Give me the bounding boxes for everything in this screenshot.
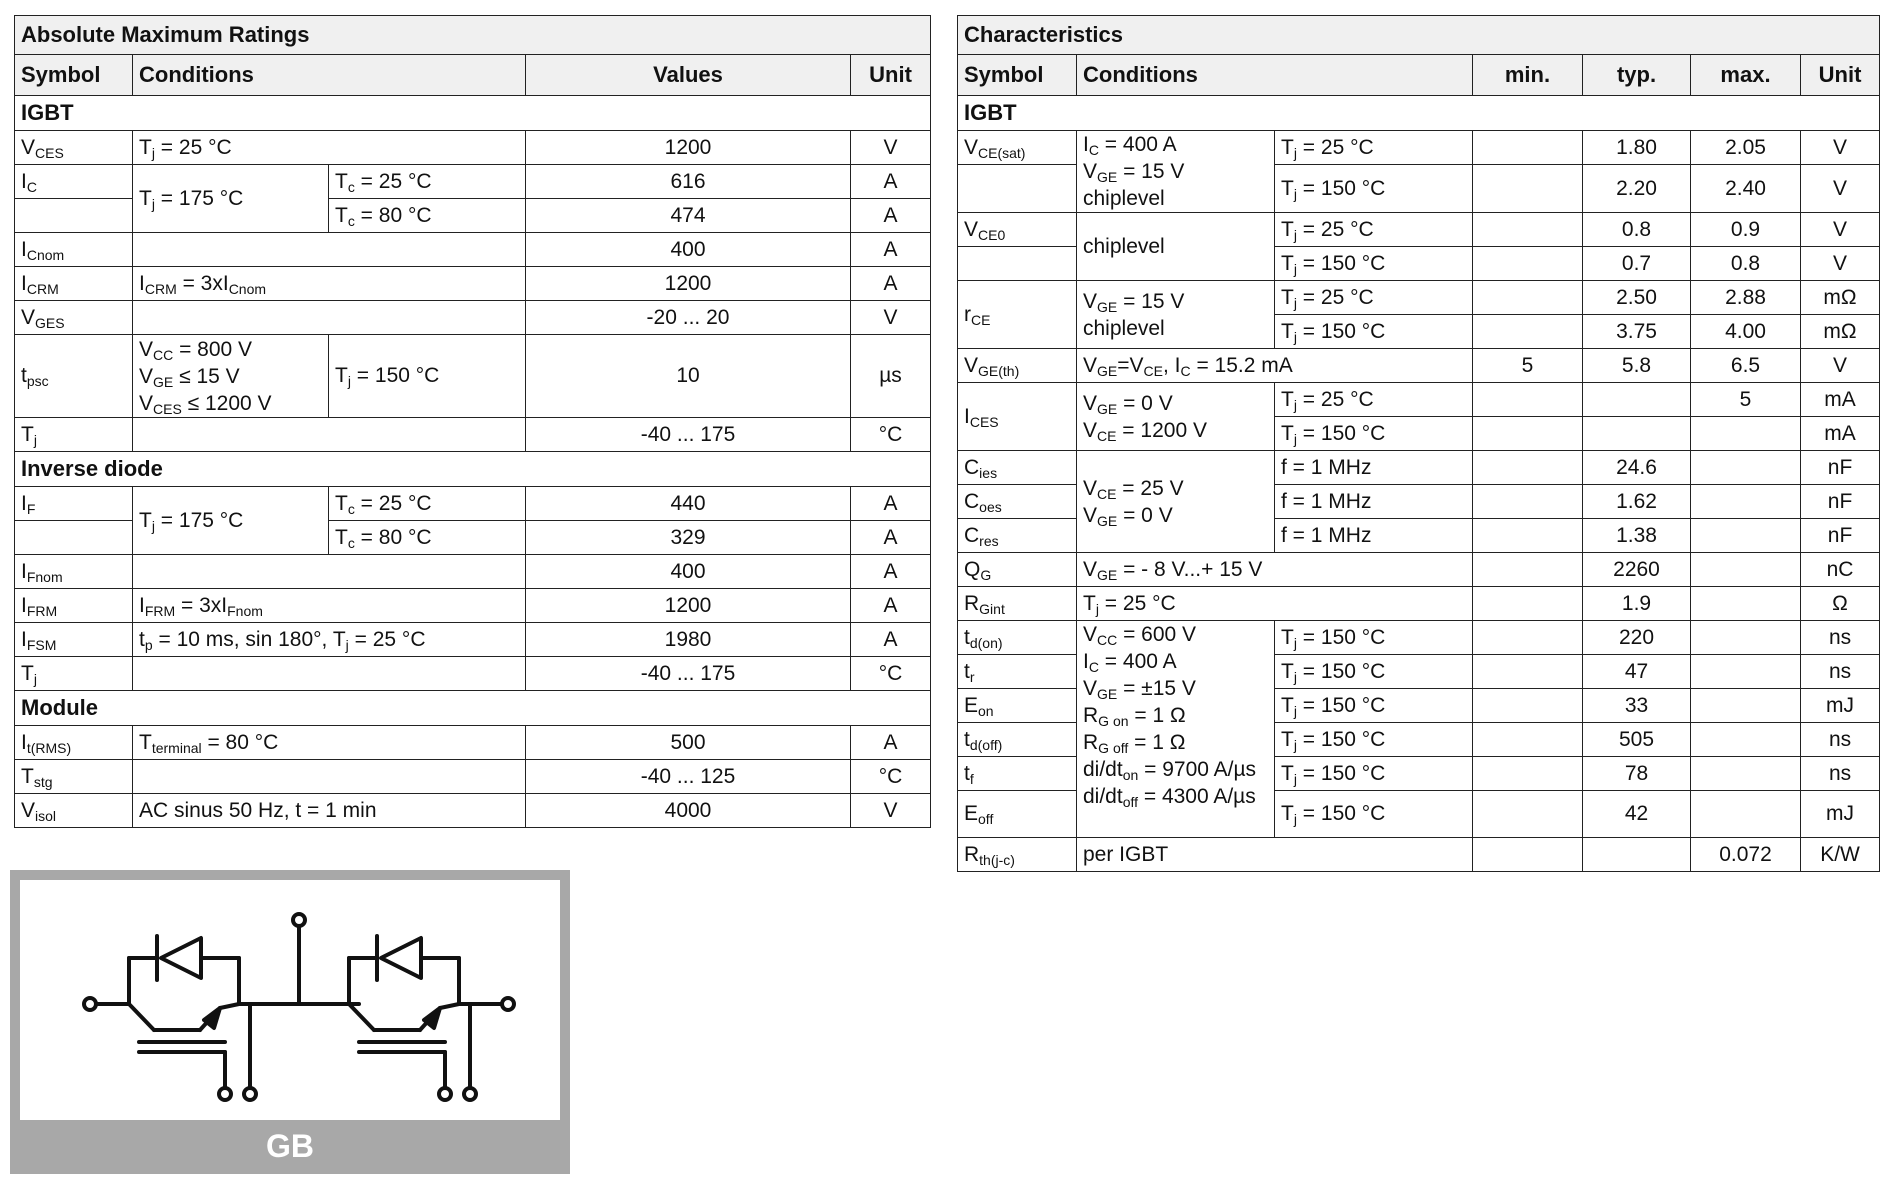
amr-values-header: Values	[526, 55, 851, 96]
table-row: $I_F$ $T_j = 175$ °C $T_c = 25$ °C 440 A	[15, 487, 931, 521]
table-row: $T_j$ -40 ... 175 °C	[15, 657, 931, 691]
table-row: $T_{stg}$ -40 ... 125 °C	[15, 760, 931, 794]
amr-section-diode: Inverse diode	[15, 452, 931, 487]
chr-min-header: min.	[1473, 55, 1583, 96]
table-row: $R_{Gint}$ $T_j = 25$ °C 1.9 Ω	[958, 587, 1880, 621]
table-row: $C_{res}$ f = 1 MHz 1.38 nF	[958, 519, 1880, 553]
table-row: $V_{GES}$ -20 ... 20 V	[15, 301, 931, 335]
table-row: $I_{CES}$ $V_{GE} = 0$ V $V_{CE} = 1200$ V $T_j = 25$ °C 5 mA	[958, 383, 1880, 417]
chr-title: Characteristics	[958, 16, 1880, 55]
characteristics-table	[957, 15, 1880, 872]
table-row: $T_j$ -40 ... 175 °C	[15, 418, 931, 452]
table-row: $I_{FSM}$ $t_p = 10$ ms, sin 180°, $T_j = 25$ °C 1980 A	[15, 623, 931, 657]
half-bridge-schematic	[20, 880, 560, 1120]
chr-unit-header: Unit	[1801, 55, 1880, 96]
table-row: $T_j = 150$ °C 2.20 2.40 V	[958, 165, 1880, 213]
chr-max-header: max.	[1691, 55, 1801, 96]
table-row: $C_{oes}$ f = 1 MHz 1.62 nF	[958, 485, 1880, 519]
table-row: $I_{Fnom}$ 400 A	[15, 555, 931, 589]
amr-symbol-header: Symbol	[15, 55, 133, 96]
amr-section-module: Module	[15, 691, 931, 726]
table-row: $C_{ies}$ $V_{CE} = 25$ V $V_{GE} = 0$ V f = 1 MHz 24.6 nF	[958, 451, 1880, 485]
amr-conditions-header: Conditions	[133, 55, 526, 96]
table-row: $t_{psc}$ $V_{CC} = 800$ V $V_{GE} \le 15$ V $V_{CES} \le 1200$ V $T_j = 150$ °C 10 µs	[15, 335, 931, 418]
table-row: $T_c = 80$ °C 329 A	[15, 521, 931, 555]
table-row: $V_{isol}$ AC sinus 50 Hz, t = 1 min 4000 V	[15, 794, 931, 828]
table-row: $V_{CE0}$ chiplevel $T_j = 25$ °C 0.8 0.9 V	[958, 213, 1880, 247]
table-row: $T_j = 150$ °C mA	[958, 417, 1880, 451]
table-row: $I_{Cnom}$ 400 A	[15, 233, 931, 267]
table-row: $V_{CES}$ $T_j = 25$ °C 1200 V	[15, 131, 931, 165]
table-row: $T_j = 150$ °C 3.75 4.00 mΩ	[958, 315, 1880, 349]
amr-section-igbt: IGBT	[15, 96, 931, 131]
module-type-label: GB	[266, 1128, 314, 1164]
table-row: $V_{GE(th)}$ $V_{GE}=V_{CE}$, $I_C = 15.2$ mA 5 5.8 6.5 V	[958, 349, 1880, 383]
table-row: $t_{d(on)}$ $V_{CC} = 600$ V $I_C = 400$ A $V_{GE} = \pm 15$ V $R_{G on} = 1$ Ω $R_{G off} = 1$ Ω $di/dt_{on} = 9700$ A/µs $di/dt_{off} = 4300$ A/µs $T_j = 150$ °C 220 ns	[958, 621, 1880, 655]
amr-unit-header: Unit	[851, 55, 931, 96]
table-row: $E_{off}$ $T_j = 150$ °C 42 mJ	[958, 791, 1880, 838]
table-row: $T_j = 150$ °C 0.7 0.8 V	[958, 247, 1880, 281]
table-row: $t_f$ $T_j = 150$ °C 78 ns	[958, 757, 1880, 791]
table-row: $I_{CRM}$ $I_{CRM} = 3xI_{Cnom}$ 1200 A	[15, 267, 931, 301]
chr-typ-header: typ.	[1583, 55, 1691, 96]
table-row: $T_c = 80$ °C 474 A	[15, 199, 931, 233]
table-row: $V_{CE(sat)}$ $I_C = 400$ A $V_{GE} = 15$ V chiplevel $T_j = 25$ °C 1.80 2.05 V	[958, 131, 1880, 165]
table-row: $I_{t(RMS)}$ $T_{terminal} = 80$ °C 500 A	[15, 726, 931, 760]
table-row: $R_{th(j-c)}$ per IGBT 0.072 K/W	[958, 838, 1880, 872]
circuit-diagram	[20, 880, 560, 1120]
table-row: $t_r$ $T_j = 150$ °C 47 ns	[958, 655, 1880, 689]
chr-section-igbt: IGBT	[958, 96, 1880, 131]
amr-title: Absolute Maximum Ratings	[15, 16, 931, 55]
absolute-maximum-ratings-table	[14, 15, 931, 828]
table-row: $t_{d(off)}$ $T_j = 150$ °C 505 ns	[958, 723, 1880, 757]
table-row: $Q_G$ $V_{GE}$ = - 8 V...+ 15 V 2260 nC	[958, 553, 1880, 587]
table-row: $r_{CE}$ $V_{GE} = 15$ V chiplevel $T_j = 25$ °C 2.50 2.88 mΩ	[958, 281, 1880, 315]
chr-symbol-header: Symbol	[958, 55, 1077, 96]
chr-conditions-header: Conditions	[1077, 55, 1473, 96]
table-row: $I_C$ $T_j = 175$ °C $T_c = 25$ °C 616 A	[15, 165, 931, 199]
table-row: $E_{on}$ $T_j = 150$ °C 33 mJ	[958, 689, 1880, 723]
circuit-diagram-panel	[10, 870, 570, 1174]
table-row: $I_{FRM}$ $I_{FRM} = 3xI_{Fnom}$ 1200 A	[15, 589, 931, 623]
